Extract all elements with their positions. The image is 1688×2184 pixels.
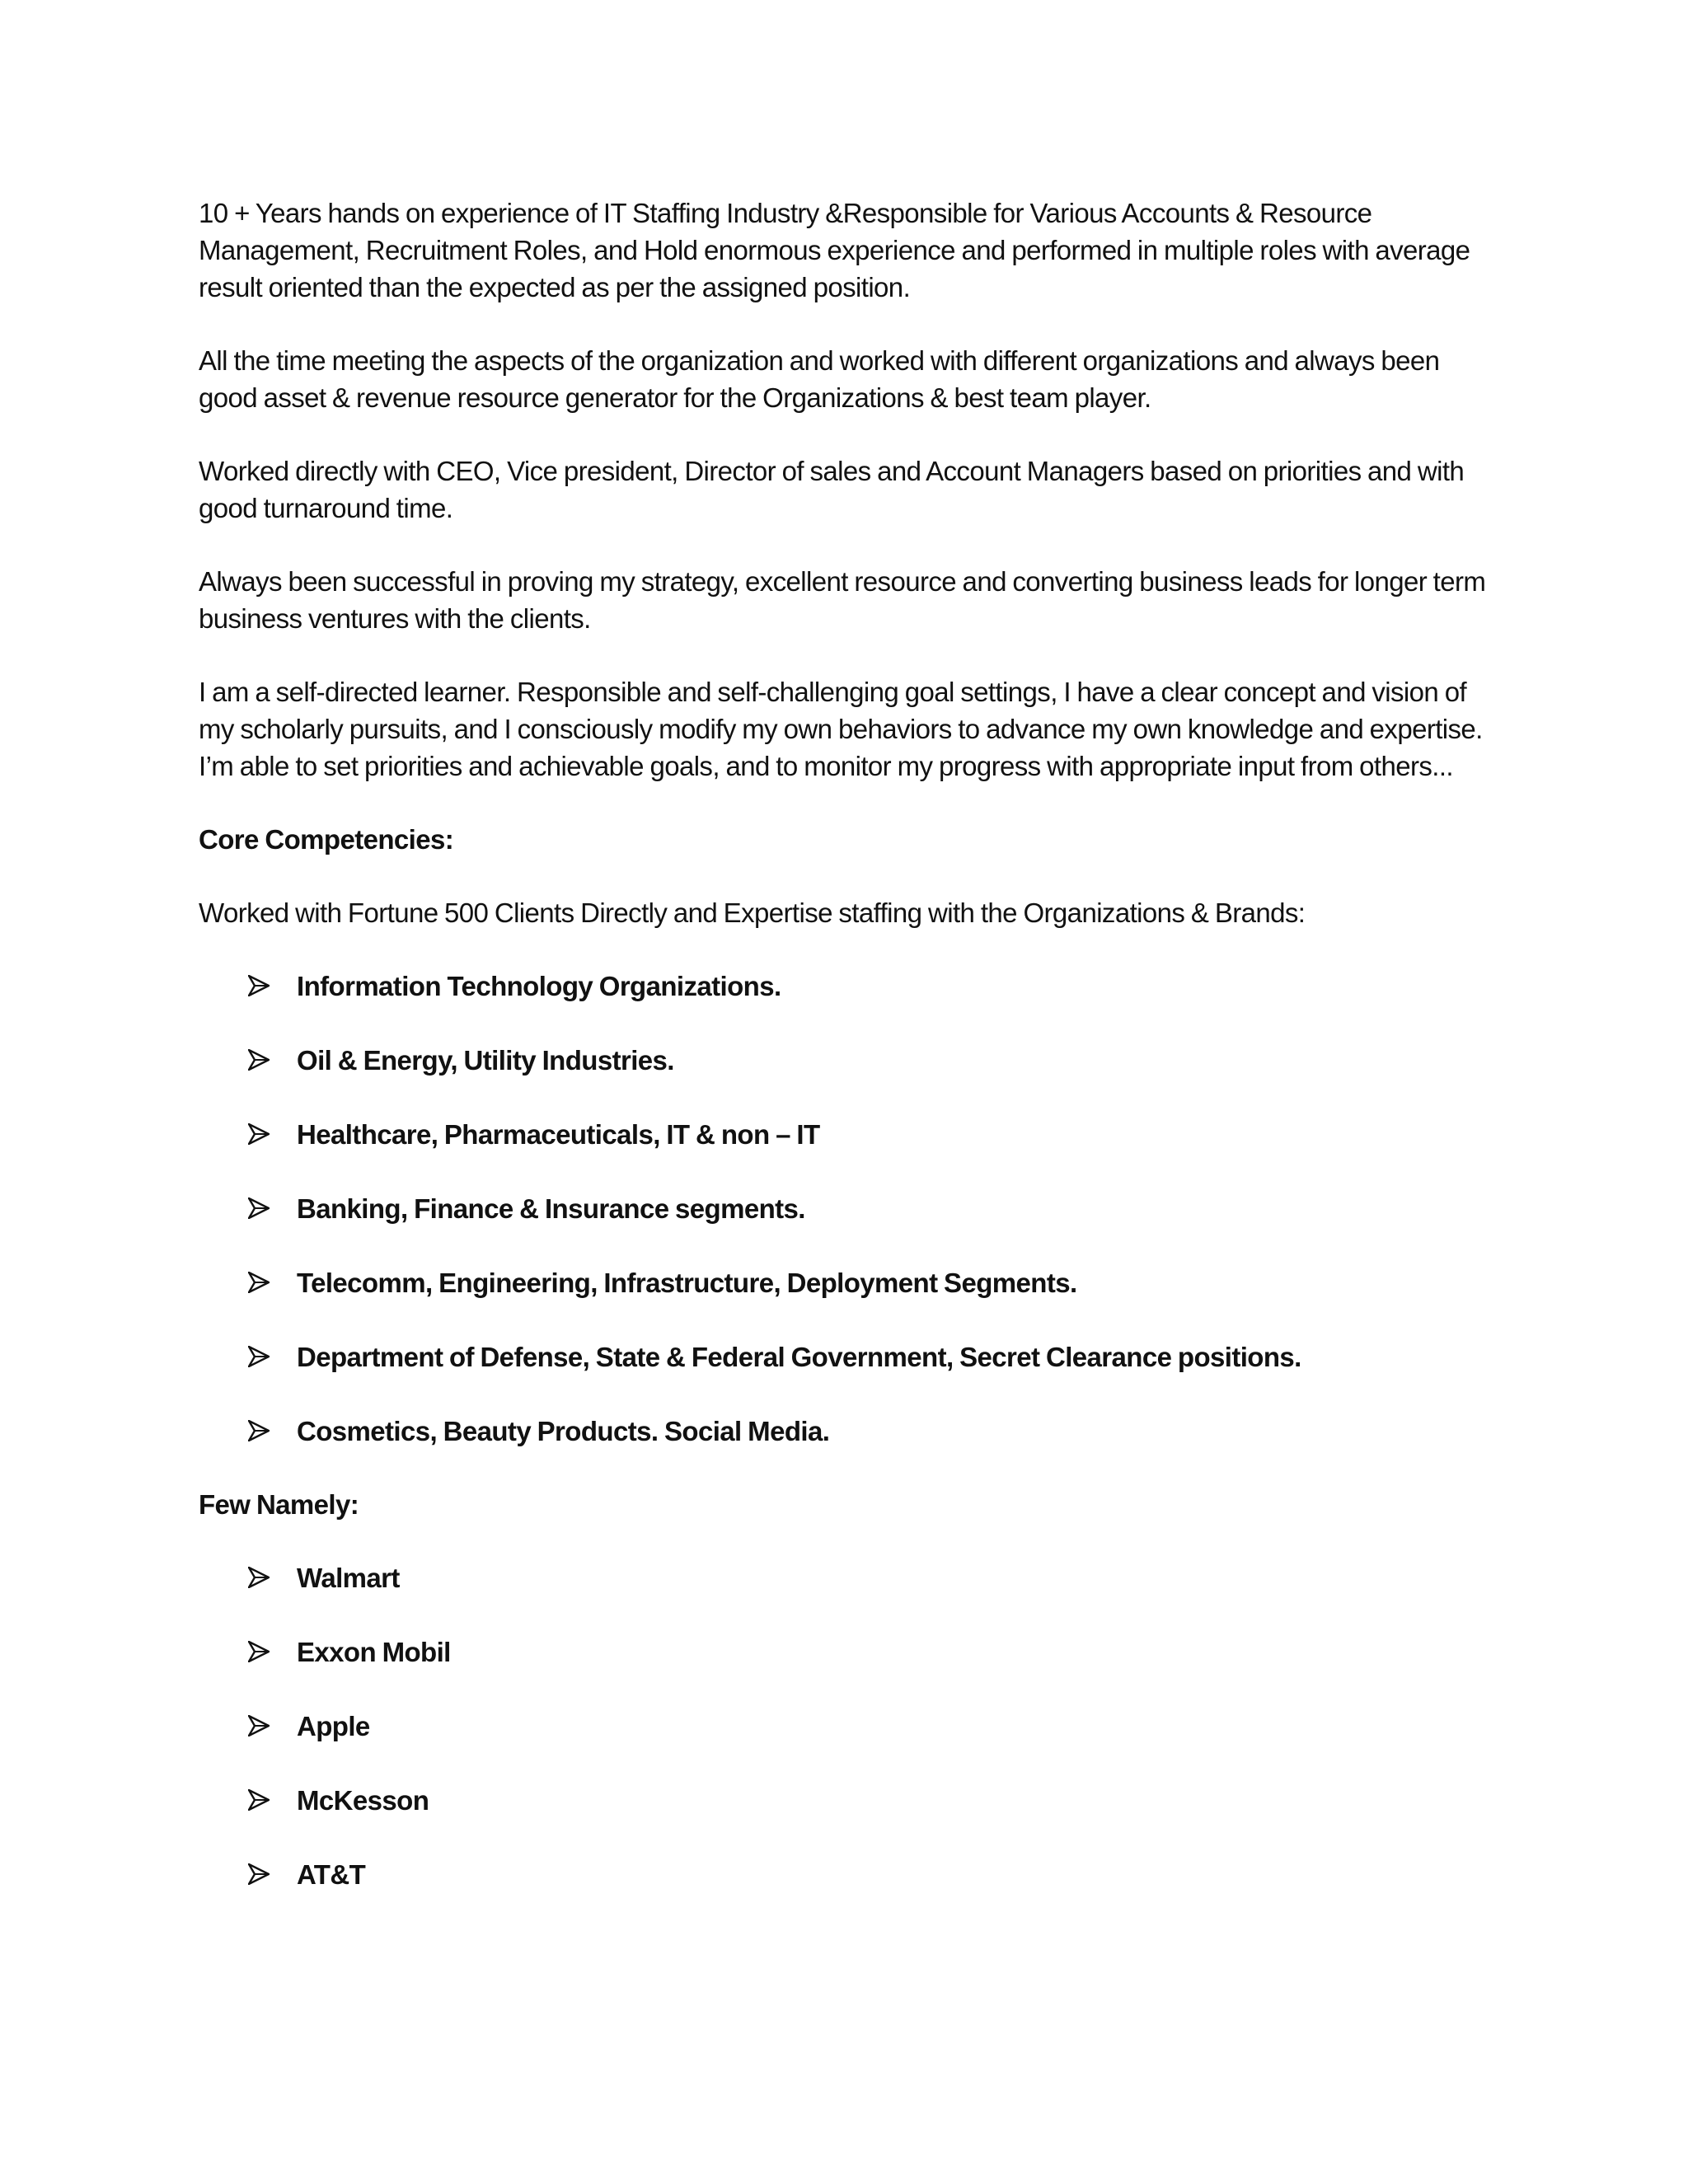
core-competencies-heading: Core Competencies: (199, 824, 454, 855)
industry-label: Telecomm, Engineering, Infrastructure, Deployment Segments. (297, 1268, 1077, 1298)
arrow-bullet-icon (248, 1567, 270, 1588)
arrow-bullet-icon (248, 1641, 270, 1662)
list-item (199, 1856, 1493, 1893)
list-item (199, 1559, 1493, 1596)
client-label: Exxon Mobil (297, 1637, 451, 1667)
clients-list (199, 1559, 1493, 1893)
list-item (199, 1190, 1493, 1227)
arrow-bullet-icon (248, 1346, 270, 1367)
intro-paragraph-organizations: All the time meeting the aspects of the organization and worked with different organizations and always been good asset & revenue resource generator for the Organizations & best team player. (199, 345, 1440, 413)
list-item (199, 1116, 1493, 1153)
intro-paragraph-experience: 10 + Years hands on experience of IT Staffing Industry &Responsible for Various Accounts & Resource Management, Recruitment Roles, and Hold enormous experience and performed in multiple roles with average result oriented than the expected as per the assigned position. (199, 198, 1470, 302)
intro-paragraph-learner: I am a self-directed learner. Responsible and self-challenging goal settings, I have a clear concept and vision of my scholarly pursuits, and I consciously modify my own behaviors to advance my own knowledge and expertise. I’m able to set priorities and achievable goals, and to monitor my progress with appropriate input from others... (199, 677, 1483, 781)
industry-label: Information Technology Organizations. (297, 971, 781, 1001)
client-label: Apple (297, 1711, 370, 1741)
arrow-bullet-icon (248, 1863, 270, 1885)
arrow-bullet-icon (248, 1420, 270, 1441)
arrow-bullet-icon (248, 1789, 270, 1811)
client-label: Walmart (297, 1563, 400, 1593)
core-competencies-intro: Worked with Fortune 500 Clients Directly and Expertise staffing with the Organizations & Brands: (199, 898, 1306, 928)
industry-label: Healthcare, Pharmaceuticals, IT & non – IT (297, 1119, 820, 1150)
industry-label: Cosmetics, Beauty Products. Social Media. (297, 1416, 830, 1446)
arrow-bullet-icon (248, 1272, 270, 1293)
document-body (199, 194, 1493, 1929)
arrow-bullet-icon (248, 975, 270, 996)
few-namely-heading: Few Namely: (199, 1489, 359, 1520)
list-item (199, 1708, 1493, 1745)
arrow-bullet-icon (248, 1123, 270, 1145)
list-item (199, 1338, 1493, 1376)
industry-label: Department of Defense, State & Federal Government, Secret Clearance positions. (297, 1342, 1301, 1372)
list-item (199, 968, 1493, 1005)
intro-paragraph-leadership: Worked directly with CEO, Vice president, Director of sales and Account Managers based on priorities and with good turnaround time. (199, 456, 1465, 523)
client-label: AT&T (297, 1859, 366, 1890)
arrow-bullet-icon (248, 1197, 270, 1219)
industries-list (199, 968, 1493, 1450)
client-label: McKesson (297, 1785, 429, 1816)
intro-paragraph-strategy: Always been successful in proving my strategy, excellent resource and converting business leads for longer term business ventures with the clients. (199, 566, 1486, 634)
industry-label: Banking, Finance & Insurance segments. (297, 1193, 805, 1224)
list-item (199, 1413, 1493, 1450)
list-item (199, 1782, 1493, 1819)
list-item (199, 1264, 1493, 1301)
list-item (199, 1633, 1493, 1671)
list-item (199, 1042, 1493, 1079)
industry-label: Oil & Energy, Utility Industries. (297, 1045, 674, 1076)
arrow-bullet-icon (248, 1715, 270, 1736)
arrow-bullet-icon (248, 1049, 270, 1071)
